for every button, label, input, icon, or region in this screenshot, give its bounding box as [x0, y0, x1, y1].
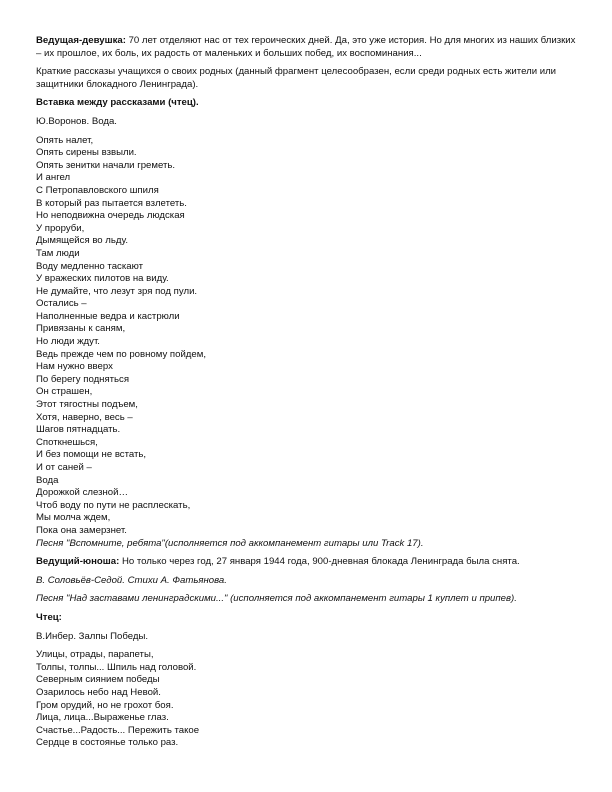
poem-line: У проруби, [36, 222, 85, 234]
host2-speaker: Ведущий-юноша: [36, 556, 120, 568]
poem-line: И ангел [36, 172, 71, 184]
poem-line: В который раз пытается взлететь. [36, 197, 187, 209]
poem-line: Наполненные ведра и кастрюли [36, 310, 180, 322]
poem1-body [36, 135, 581, 538]
intro-speaker: Ведущая-девушка: [36, 35, 126, 46]
poem-line: Чтоб воду по пути не расплескать, [36, 499, 191, 511]
poem-line: Сердце в состоянье только раз. [36, 737, 179, 749]
host2-paragraph [36, 556, 581, 569]
poem-line: Но люди ждут. [36, 336, 100, 348]
poem-line: Нам нужно вверх [36, 361, 113, 373]
poem-line: Там люди [36, 247, 80, 259]
poem-line: Ведь прежде чем по ровному пойдем, [36, 348, 207, 360]
poem-line: Но неподвижна очередь людская [36, 210, 185, 222]
poem2-title: В.Инбер. Залпы Победы. [36, 630, 149, 642]
poem-line: Опять сирены взвыли. [36, 147, 137, 159]
poem-line: Вода [36, 474, 59, 486]
poem-line: Опять зенитки начали греметь. [36, 159, 176, 171]
poem2-body [36, 649, 581, 750]
poem-line: Остались – [36, 298, 87, 310]
poem-line: С Петропавловского шпиля [36, 184, 159, 196]
poem-line: Не думайте, что лезут зря под пули. [36, 285, 198, 297]
note-paragraph: Краткие рассказы учащихся о своих родных (данный фрагмент целесообразен, если среди родных есть жители или защитники блокадного Ленинграда). [36, 66, 557, 90]
song1-line: Песня "Вспомните, ребята"(исполняется под аккомпанемент гитары или Track 17). [36, 537, 424, 549]
poem-line: Гром орудий, но не грохот боя. [36, 699, 174, 711]
poem-line: Споткнешься, [36, 436, 98, 448]
poem-line: Лица, лица...Выраженье глаз. [36, 712, 169, 724]
poem-line: У вражеских пилотов на виду. [36, 273, 169, 285]
poem-line: Хотя, наверно, весь – [36, 411, 133, 423]
poem-line: Дымящейся во льду. [36, 235, 129, 247]
document-page [36, 35, 581, 750]
song2-credit: В. Соловьёв-Седой. Стихи А. Фатьянова. [36, 574, 227, 586]
intro-text: 70 лет отделяют нас от тех героических дней. Да, это уже история. Но для многих из наших близких – их прошлое, их боль, их радость от маленьких и больших побед, их воспоминания... [36, 35, 576, 59]
poem-line: Воду медленно таскают [36, 260, 143, 272]
host2-text: Но только через год, 27 января 1944 года, 900-дневная блокада Ленинграда была снята. [119, 556, 520, 568]
poem-line: И без помощи не встать, [36, 449, 147, 461]
poem-line: И от саней – [36, 462, 92, 473]
intro-paragraph [36, 35, 581, 60]
poem-line: Дорожкой слезной… [36, 487, 129, 499]
poem-line: Пока она замерзнет. [36, 524, 127, 536]
insert-heading: Вставка между рассказами (чтец). [36, 97, 199, 109]
poem-line: Озарилось небо над Невой. [36, 686, 161, 698]
poem-line: Опять налет, [36, 134, 94, 146]
poem-line: Шагов пятнадцать. [36, 424, 121, 436]
song2-line: Песня "Над заставами ленинградскими..." (исполняется под аккомпанемент гитары 1 куплет и припев). [36, 593, 517, 605]
poem-line: Он страшен, [36, 386, 93, 398]
reader-label: Чтец: [36, 611, 62, 623]
poem-line: Этот тягостны подъем, [36, 399, 138, 411]
poem-line: Северным сиянием победы [36, 674, 160, 686]
poem1-title: Ю.Воронов. Вода. [36, 115, 117, 127]
poem-line: Привязаны к саням, [36, 323, 126, 335]
poem-line: По берегу подняться [36, 373, 130, 385]
poem-line: Мы молча ждем, [36, 512, 111, 524]
poem-line: Толпы, толпы... Шпиль над головой. [36, 661, 197, 673]
poem-line: Счастье...Радость... Пережить такое [36, 724, 200, 736]
poem-line: Улицы, отрады, парапеты, [36, 649, 154, 661]
